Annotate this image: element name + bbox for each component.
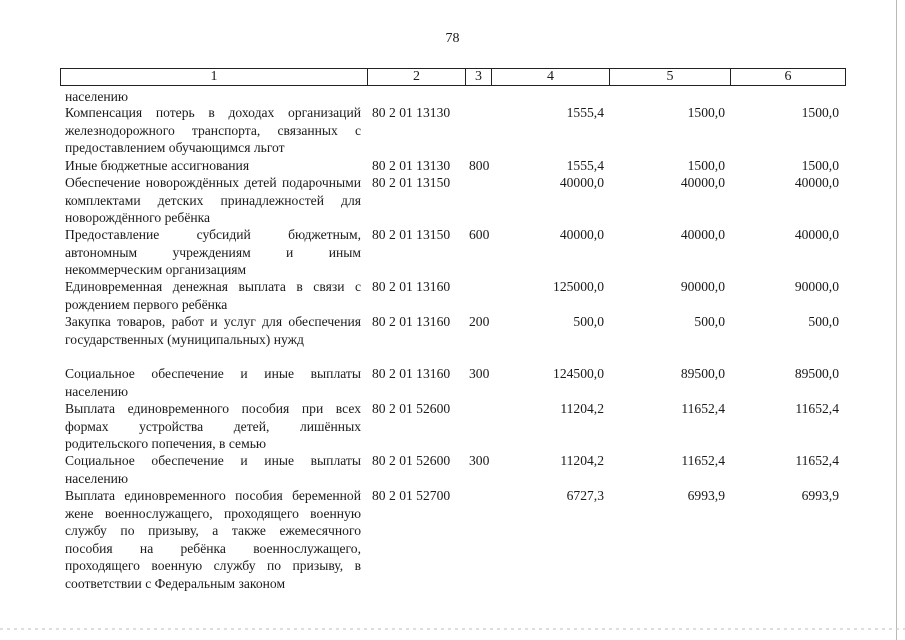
row-value-col5: 11652,4	[681, 401, 725, 416]
header-col-1: 1	[210, 69, 218, 84]
row-type: 600	[469, 227, 490, 242]
row-code: 80 2 01 13130	[372, 105, 451, 120]
header-col-2: 2	[367, 69, 465, 85]
row-code: 80 2 01 52600	[372, 401, 451, 416]
row-value-col5: 40000,0	[680, 227, 725, 242]
row-value-col5: 1500,0	[687, 158, 725, 173]
row-type: 300	[469, 366, 490, 381]
row-type: 800	[469, 158, 490, 173]
header-col-3: 3	[465, 69, 491, 85]
row-value-col6: 1500,0	[801, 158, 839, 173]
row-type: 300	[469, 453, 490, 468]
row-value-col6: 11652,4	[795, 401, 839, 416]
row-code: 80 2 01 13160	[372, 279, 451, 294]
scan-artifact-line	[0, 628, 905, 630]
row-value-col4: 1555,4	[566, 158, 604, 173]
row-value-col6: 40000,0	[794, 227, 839, 242]
continuation-text: населению	[65, 89, 129, 104]
row-name: Иные бюджетные ассигнования	[65, 158, 250, 173]
page-edge-line	[896, 0, 897, 640]
table-header-row	[60, 68, 846, 86]
header-col-6: 6	[730, 69, 845, 85]
row-value-col6: 6993,9	[801, 488, 839, 503]
header-col-4: 4	[491, 69, 609, 85]
row-value-col4: 1555,4	[566, 105, 604, 120]
row-value-col4: 11204,2	[560, 401, 604, 416]
page-number: 78	[445, 31, 460, 46]
row-value-col6: 1500,0	[801, 105, 839, 120]
row-value-col4: 124500,0	[553, 366, 604, 381]
row-name: Обеспечение новорождённых детей подарочными комплектами детских принадлежностей для новорождённого ребёнка	[65, 175, 361, 225]
row-value-col6: 500,0	[808, 314, 839, 329]
row-value-col4: 125000,0	[553, 279, 604, 294]
row-value-col5: 1500,0	[687, 105, 725, 120]
row-value-col6: 40000,0	[794, 175, 839, 190]
header-col-5: 5	[609, 69, 730, 85]
row-value-col4: 11204,2	[560, 453, 604, 468]
row-value-col6: 89500,0	[794, 366, 839, 381]
row-name: Выплата единовременного пособия при всех формах устройства детей, лишённых родительского попечения, в семью	[65, 401, 361, 451]
row-value-col5: 89500,0	[680, 366, 725, 381]
row-type: 200	[469, 314, 490, 329]
row-code: 80 2 01 13160	[372, 366, 451, 381]
row-value-col5: 11652,4	[681, 453, 725, 468]
row-code: 80 2 01 13130	[372, 158, 451, 173]
row-code: 80 2 01 52700	[372, 488, 451, 503]
row-value-col4: 500,0	[573, 314, 604, 329]
row-value-col4: 6727,3	[566, 488, 604, 503]
row-name: Единовременная денежная выплата в связи с рождением первого ребёнка	[65, 279, 361, 312]
row-value-col5: 500,0	[694, 314, 725, 329]
row-value-col5: 90000,0	[680, 279, 725, 294]
row-value-col5: 6993,9	[687, 488, 725, 503]
row-code: 80 2 01 52600	[372, 453, 451, 468]
row-code: 80 2 01 13150	[372, 175, 451, 190]
row-value-col4: 40000,0	[559, 175, 604, 190]
row-value-col6: 90000,0	[794, 279, 839, 294]
row-name: Выплата единовременного пособия беременной жене военнослужащего, проходящего военную службу по призыву, а также ежемесячного пособия на ребёнка военнослужащего, проходящего военную службу по призыву, в соответствии с Федеральным законом	[65, 488, 361, 591]
row-name: Компенсация потерь в доходах организаций железнодорожного транспорта, связанных с предоставлением обучающимся льгот	[65, 105, 361, 155]
row-code: 80 2 01 13150	[372, 227, 451, 242]
row-name: Социальное обеспечение и иные выплаты населению	[65, 366, 361, 399]
row-name: Предоставление субсидий бюджетным, автономным учреждениям и иным некоммерческим организациям	[65, 227, 361, 277]
row-value-col5: 40000,0	[680, 175, 725, 190]
row-value-col6: 11652,4	[795, 453, 839, 468]
row-value-col4: 40000,0	[559, 227, 604, 242]
row-name: Социальное обеспечение и иные выплаты населению	[65, 453, 361, 486]
row-code: 80 2 01 13160	[372, 314, 451, 329]
row-name: Закупка товаров, работ и услуг для обеспечения государственных (муниципальных) нужд	[65, 314, 361, 347]
